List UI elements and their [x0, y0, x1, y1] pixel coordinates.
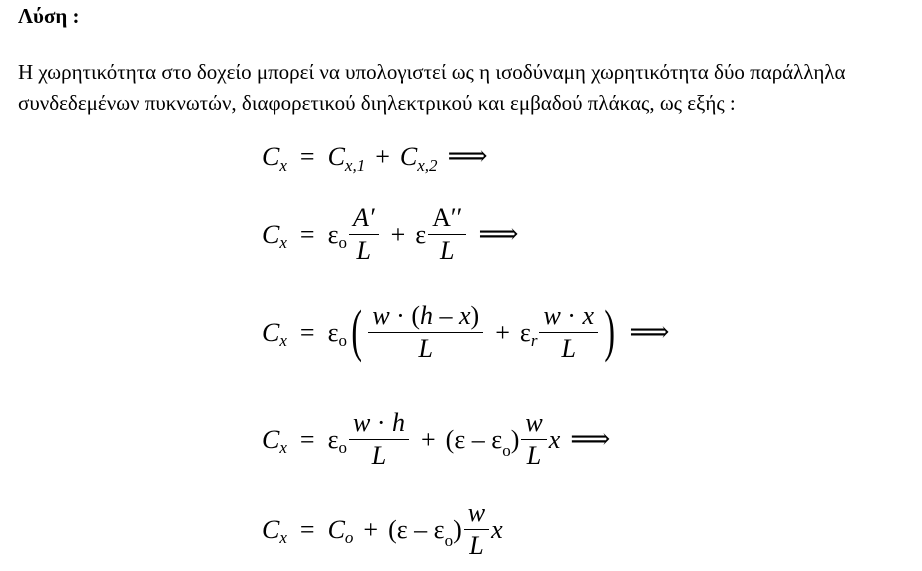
equation-1: C x = C x,1 + C x,2 ⟹	[262, 141, 488, 175]
equation-2: C x = ε o $\frac{A'}{L}$ + ε $\frac{A''}{L}$ ⟹	[262, 203, 519, 265]
intro-line-2: συνδεδεμένων πυκνωτών, διαφορετικού διηλεκτρικού και εμβαδού πλάκας, ως εξής :	[18, 91, 736, 115]
fraction-w-h-minus-x-over-L: $\frac{w \cdot (h - x)}{L}$	[368, 303, 483, 362]
solution-heading: Λύση :	[18, 4, 80, 28]
equation-5: C x = C o + $(\varepsilon - \varepsilon_o)$ $\frac{w}{L}$ x	[262, 498, 503, 560]
fraction-w-over-L-final: $\frac{w}{L}$	[464, 500, 489, 559]
fraction-w-over-L: $\frac{w}{L}$	[521, 410, 546, 469]
fraction-w-x-over-L: $\frac{w \cdot x}{L}$	[539, 303, 598, 362]
fraction-A2-over-L: $\frac{A''}{L}$	[428, 205, 466, 264]
intro-paragraph	[18, 57, 913, 119]
fraction-w-h-over-L: $\frac{w \cdot h}{L}$	[349, 410, 409, 469]
fraction-A1-over-L: $\frac{A'}{L}$	[349, 205, 379, 264]
intro-line-1: Η χωρητικότητα στο δοχείο μπορεί να υπολογιστεί ως η ισοδύναμη χωρητικότητα δύο παράλληλα	[18, 60, 846, 84]
equation-3: C x = ε o ( $\frac{w \cdot (h - x)}{L}$ + ε r $\frac{w \cdot x}{L}$ ) ⟹	[262, 297, 670, 363]
equation-4: C x = ε o $\frac{w \cdot h}{L}$ + $(\varepsilon - \varepsilon_o)$ $\frac{w}{L}$ x ⟹	[262, 408, 611, 470]
